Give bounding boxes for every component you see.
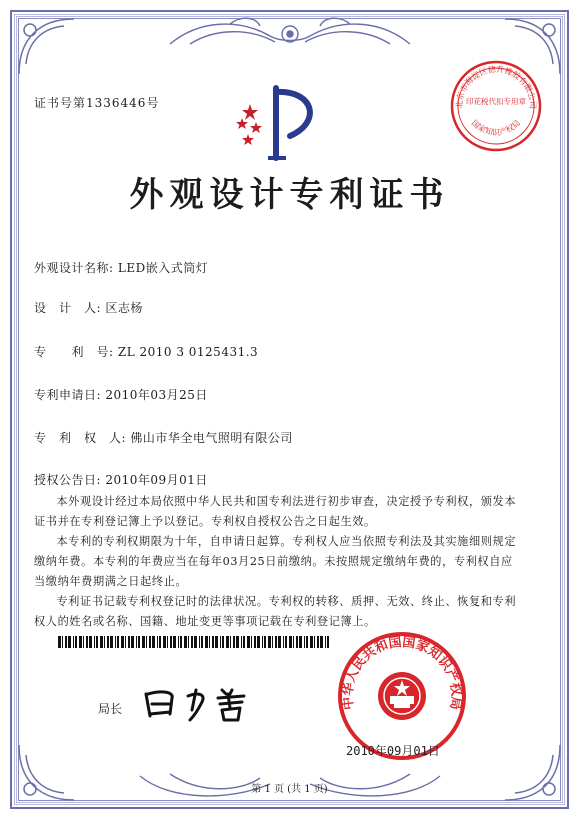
barcode-bar	[142, 636, 145, 648]
barcode-bar	[170, 636, 172, 648]
barcode-bar	[226, 636, 229, 648]
barcode-bar	[121, 636, 124, 648]
barcode-bar	[283, 636, 284, 648]
barcode-bar	[100, 636, 103, 648]
barcode-bar	[215, 636, 218, 648]
paragraph-term: 本专利的专利权期限为十年，自申请日起算。专利权人应当依照专利法及其实施细则规定缴纳年费。本专利的年费应当在每年03月25日前缴纳。未按照规定缴纳年费的，专利权自应当缴纳年费期满之日起终止。	[34, 535, 517, 588]
barcode-bar	[180, 636, 182, 648]
barcode-bar	[159, 636, 161, 648]
barcode-bar	[149, 636, 151, 648]
barcode-bar	[327, 636, 329, 648]
barcode-bar	[86, 636, 88, 648]
barcode-bar	[65, 636, 67, 648]
svg-text:印花税代扣专用章	[466, 96, 526, 106]
barcode-bar	[257, 636, 260, 648]
barcode-bar	[167, 636, 168, 648]
barcode-bar	[83, 636, 84, 648]
barcode-bar	[299, 636, 302, 648]
barcode-bar	[128, 636, 130, 648]
barcode-bar	[178, 636, 179, 648]
barcode-bar	[262, 636, 263, 648]
barcode-bar	[314, 636, 315, 648]
barcode-bar	[230, 636, 231, 648]
barcode-bar	[310, 636, 313, 648]
barcode	[58, 636, 330, 648]
barcode-bar	[107, 636, 109, 648]
barcode-bar	[163, 636, 166, 648]
barcode-bar	[125, 636, 126, 648]
patent-number-field: 专 利 号: ZL 2010 3 0125431.3	[34, 345, 259, 359]
tax-seal-ring-text: 北京市海淀区德升橡胶有限公司	[454, 64, 538, 109]
paragraph-grant: 本外观设计经过本局依照中华人民共和国专利法进行初步审查，决定授予专利权，颁发本证书并在专利登记簿上予以登记。专利权自授权公告之日起生效。	[34, 495, 517, 528]
barcode-bar	[73, 636, 74, 648]
certificate-title: 外观设计专利证书	[129, 175, 450, 215]
barcode-bar	[117, 636, 119, 648]
barcode-bar	[58, 636, 61, 648]
svg-text:国家知识产权局	[470, 118, 522, 137]
barcode-bar	[220, 636, 221, 648]
barcode-bar	[188, 636, 189, 648]
barcode-bar	[201, 636, 203, 648]
barcode-bar	[320, 636, 323, 648]
barcode-bar	[241, 636, 242, 648]
director-label: 局长	[98, 702, 123, 716]
barcode-bar	[275, 636, 277, 648]
tax-seal-center-text: 印花税代扣专用章	[466, 97, 526, 106]
seal-ring-text: 中华人民共和国国家知识产权局	[340, 635, 464, 711]
barcode-bar	[173, 636, 176, 648]
barcode-bar	[146, 636, 147, 648]
page-footer: 第 1 页 (共 1 页)	[251, 784, 328, 795]
barcode-bar	[325, 636, 326, 648]
corner-ornament-icon	[14, 14, 84, 84]
barcode-bar	[89, 636, 92, 648]
barcode-bar	[233, 636, 235, 648]
barcode-bar	[236, 636, 239, 648]
barcode-bar	[75, 636, 77, 648]
barcode-bar	[293, 636, 294, 648]
patentee-field: 专 利 权 人: 佛山市华全电气照明有限公司	[34, 431, 293, 445]
designer-field: 设 计 人: 区志杨	[34, 301, 143, 315]
national-emblem-icon	[378, 672, 426, 720]
design-name-field: 外观设计名称: LED嵌入式筒灯	[34, 261, 209, 275]
seal-date: 2010年09月01日	[346, 744, 440, 758]
barcode-bar	[79, 636, 82, 648]
patent-office-logo-icon	[228, 82, 328, 164]
top-ornament-icon	[160, 14, 420, 54]
barcode-bar	[194, 636, 197, 648]
barcode-bar	[209, 636, 210, 648]
barcode-bar	[254, 636, 256, 648]
barcode-bar	[317, 636, 319, 648]
barcode-bar	[184, 636, 187, 648]
barcode-bar	[222, 636, 224, 648]
barcode-bar	[152, 636, 155, 648]
barcode-bar	[115, 636, 116, 648]
barcode-bar	[62, 636, 63, 648]
barcode-bar	[104, 636, 105, 648]
barcode-bar	[247, 636, 250, 648]
barcode-bar	[191, 636, 193, 648]
barcode-bar	[268, 636, 271, 648]
barcode-bar	[278, 636, 281, 648]
tax-seal	[448, 58, 544, 154]
barcode-bar	[131, 636, 134, 648]
barcode-bar	[199, 636, 200, 648]
barcode-bar	[289, 636, 292, 648]
barcode-bar	[94, 636, 95, 648]
barcode-bar	[68, 636, 71, 648]
grant-announcement-date-field: 授权公告日: 2010年09月01日	[34, 473, 208, 487]
barcode-bar	[306, 636, 308, 648]
paragraph-registry: 专利证书记载专利权登记时的法律状况。专利权的转移、质押、无效、终止、恢复和专利权人的姓名或名称、国籍、地址变更等事项记载在专利登记簿上。	[34, 595, 517, 628]
barcode-bar	[304, 636, 305, 648]
barcode-bar	[96, 636, 98, 648]
barcode-bar	[212, 636, 214, 648]
barcode-bar	[110, 636, 113, 648]
barcode-bar	[272, 636, 273, 648]
barcode-bar	[285, 636, 287, 648]
barcode-bar	[243, 636, 245, 648]
certificate-number: 证书号第1336446号	[34, 96, 160, 110]
barcode-bar	[296, 636, 298, 648]
barcode-bar	[136, 636, 137, 648]
barcode-bar	[264, 636, 266, 648]
tax-seal-bottom-text: 国家知识产权局	[469, 118, 523, 137]
barcode-bar	[205, 636, 208, 648]
barcode-bar	[251, 636, 252, 648]
barcode-bar	[138, 636, 140, 648]
filing-date-field: 专利申请日: 2010年03月25日	[34, 388, 208, 402]
barcode-bar	[157, 636, 158, 648]
director-signature	[140, 680, 260, 724]
